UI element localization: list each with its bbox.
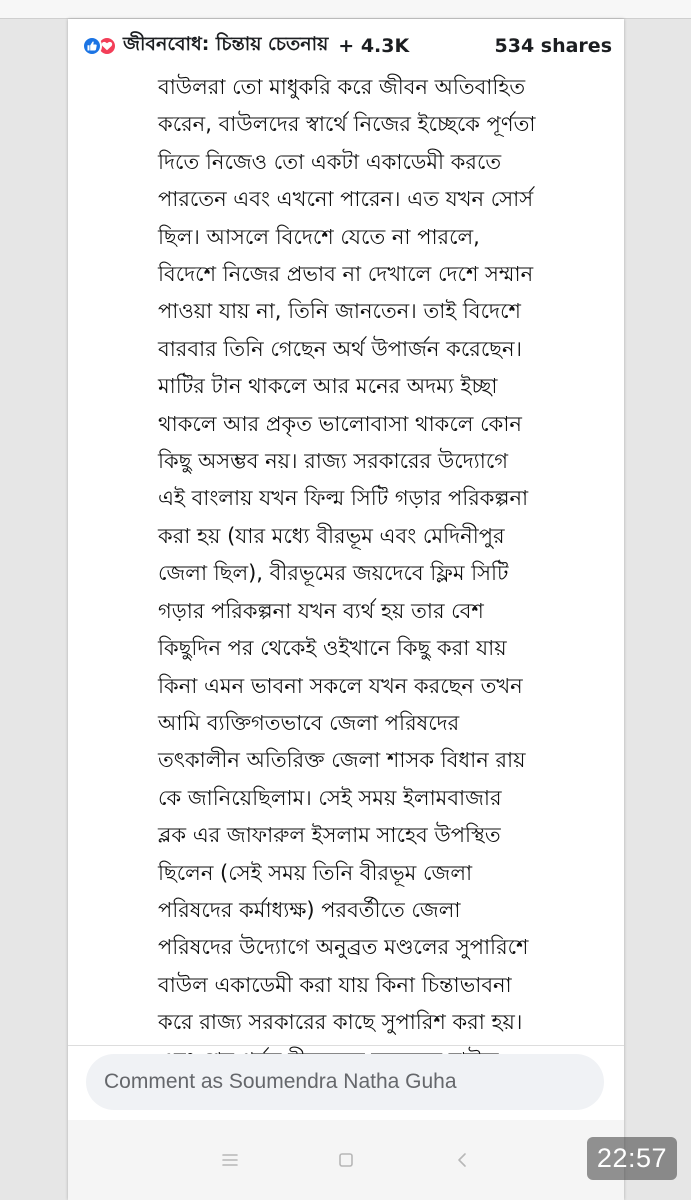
group-name[interactable]: জীবনবোধ: চিন্তায় চেতনায় bbox=[123, 33, 329, 55]
clock-time: 22:57 bbox=[587, 1137, 677, 1180]
comment-input[interactable] bbox=[86, 1054, 604, 1110]
post-line: পরিষদের উদ্যোগে অনুব্রত মণ্ডলের সুপারিশে bbox=[158, 935, 529, 960]
home-icon[interactable] bbox=[334, 1148, 358, 1172]
post-line: বিদেশে নিজের প্রভাব না দেখালে দেশে সম্মান bbox=[158, 262, 534, 287]
comment-placeholder: Comment as Soumendra Natha Guha bbox=[104, 1070, 457, 1093]
post-line: গড়ার পরিকল্পনা যখন ব্যর্থ হয় তার বেশ bbox=[158, 598, 484, 623]
post-line: কে জানিয়েছিলাম। সেই সময় ইলামবাজার bbox=[158, 785, 502, 810]
follower-count: + 4.3K bbox=[338, 35, 410, 57]
post-line: থাকলে আর প্রকৃত ভালোবাসা থাকলে কোন bbox=[158, 411, 522, 436]
post-line: তৎকালীন অতিরিক্ত জেলা শাসক বিধান রায় bbox=[158, 748, 526, 773]
post-line: ছিল। আসলে বিদেশে যেতে না পারলে, bbox=[158, 224, 480, 249]
post-line: এই বাংলায় যখন ফিল্ম সিটি গড়ার পরিকল্পনা bbox=[158, 486, 529, 511]
post-header bbox=[82, 29, 612, 63]
post-line: কিছু অসম্ভব নয়। রাজ্য সরকারের উদ্যোগে bbox=[158, 449, 509, 474]
share-count[interactable]: 534 shares bbox=[494, 35, 612, 57]
menu-icon[interactable] bbox=[218, 1148, 242, 1172]
post-line: করেন, বাউলদের স্বার্থে নিজের ইচ্ছেকে পূর্ণতা bbox=[158, 112, 536, 137]
post-line: ব্লক এর জাফারুল ইসলাম সাহেব উপস্থিত bbox=[158, 823, 501, 848]
like-icon[interactable] bbox=[82, 36, 102, 56]
post-line: আমি ব্যক্তিগতভাবে জেলা পরিষদের bbox=[158, 710, 460, 735]
post-line: দিতে নিজেও তো একটা একাডেমী করতে bbox=[158, 149, 502, 174]
back-icon[interactable] bbox=[450, 1148, 474, 1172]
post-line: করা হয় (যার মধ্যে বীরভূম এবং মেদিনীপুর bbox=[158, 523, 505, 548]
post-line: জেলা ছিল), বীরভূমের জয়দেবে ফ্লিম সিটি bbox=[158, 561, 509, 586]
post-line: বাউল একাডেমী করা যায় কিনা চিন্তাভাবনা bbox=[158, 972, 512, 997]
post-line: ছিলেন (সেই সময় তিনি বীরভূম জেলা bbox=[158, 860, 473, 885]
post-line: বারবার তিনি গেছেন অর্থ উপার্জন করেছেন। bbox=[158, 336, 523, 361]
post-line: বাউলরা তো মাধুকরি করে জীবন অতিবাহিত bbox=[158, 75, 526, 99]
post-text bbox=[158, 69, 598, 1039]
post-line: কিনা এমন ভাবনা সকলে যখন করছেন তখন bbox=[158, 673, 523, 698]
android-nav-bar bbox=[68, 1120, 624, 1200]
divider bbox=[68, 1045, 624, 1046]
post-line: করে রাজ্য সরকারের কাছে সুপারিশ করা হয়। bbox=[158, 1010, 523, 1035]
post-line: কিছুদিন পর থেকেই ওইখানে কিছু করা যায় bbox=[158, 636, 507, 661]
top-strip bbox=[0, 0, 691, 19]
post-line: পরিষদের কর্মাধ্যক্ষ) পরবর্তীতে জেলা bbox=[158, 897, 461, 922]
post-line: পাওয়া যায় না, তিনি জানতেন। তাই বিদেশে bbox=[158, 299, 521, 324]
phone-screen bbox=[68, 19, 624, 1200]
post-line: পারতেন এবং এখনো পারেন। এত যখন সোর্স bbox=[158, 187, 534, 212]
post-line: মাটির টান থাকলে আর মনের অদম্য ইচ্ছা bbox=[158, 374, 498, 399]
